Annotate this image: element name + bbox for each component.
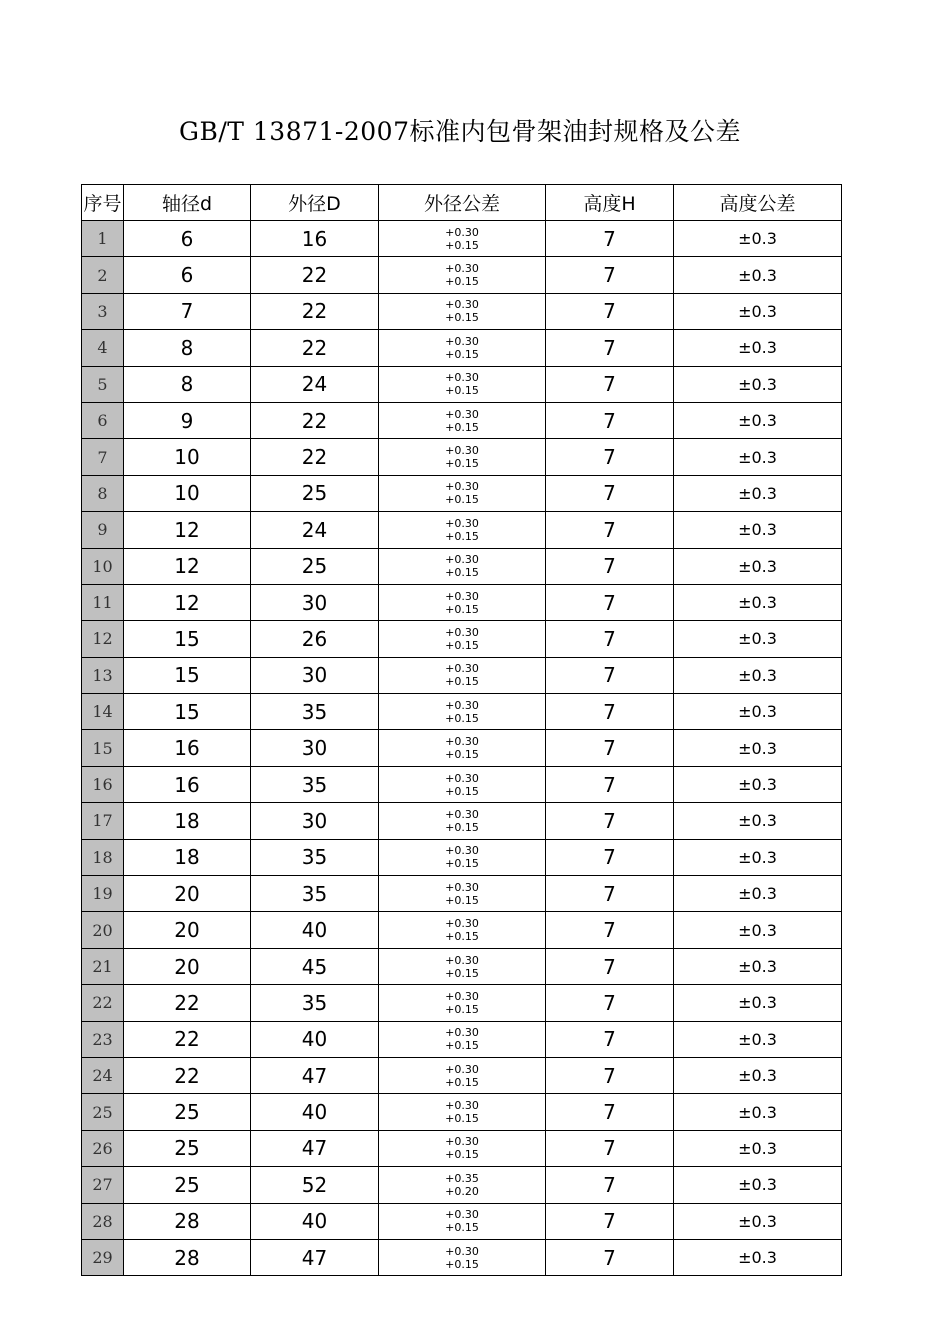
outer-diameter-cell: 40 [251,1021,379,1057]
shaft-diameter-cell: 10 [124,475,251,511]
shaft-diameter-cell: 20 [124,876,251,912]
row-number: 24 [82,1057,124,1093]
row-number: 10 [82,548,124,584]
tolerance-lower: +0.15 [445,930,479,944]
height-tolerance-cell: ±0.3 [674,402,842,438]
table-row [82,985,842,1021]
height-cell: 7 [546,1130,674,1166]
height-cell: 7 [546,512,674,548]
header-height-tolerance: 高度公差 [674,185,842,221]
tolerance-lower: +0.15 [445,529,479,543]
row-number: 20 [82,912,124,948]
row-number: 9 [82,512,124,548]
shaft-diameter-cell: 15 [124,657,251,693]
tolerance-upper: +0.30 [445,1099,479,1113]
tolerance-lower: +0.15 [445,457,479,471]
tolerance-lower: +0.15 [445,820,479,834]
tolerance-lower: +0.15 [445,493,479,507]
shaft-diameter-cell: 15 [124,694,251,730]
row-number: 26 [82,1130,124,1166]
outer-diameter-cell: 47 [251,1239,379,1275]
table-row [82,1057,842,1093]
height-tolerance-cell: ±0.3 [674,694,842,730]
table-row [82,439,842,475]
tolerance-lower: +0.15 [445,384,479,398]
outer-tolerance-cell [379,948,546,984]
shaft-diameter-cell: 10 [124,439,251,475]
table-row [82,548,842,584]
table-row [82,912,842,948]
shaft-diameter-cell: 22 [124,985,251,1021]
row-number: 19 [82,876,124,912]
outer-diameter-cell: 22 [251,402,379,438]
tolerance-lower: +0.15 [445,347,479,361]
outer-diameter-cell: 47 [251,1130,379,1166]
height-tolerance-cell: ±0.3 [674,1057,842,1093]
row-number: 12 [82,621,124,657]
shaft-diameter-cell: 18 [124,803,251,839]
table-row [82,876,842,912]
shaft-diameter-cell: 16 [124,730,251,766]
height-cell: 7 [546,366,674,402]
row-number: 7 [82,439,124,475]
shaft-diameter-cell: 15 [124,621,251,657]
shaft-diameter-cell: 22 [124,1057,251,1093]
height-cell: 7 [546,730,674,766]
outer-diameter-cell: 35 [251,839,379,875]
shaft-diameter-cell: 6 [124,221,251,257]
tolerance-upper: +0.30 [445,553,479,567]
height-tolerance-cell: ±0.3 [674,366,842,402]
shaft-diameter-cell: 20 [124,912,251,948]
header-outer-diameter: 外径D [251,185,379,221]
table-row [82,1167,842,1203]
height-tolerance-cell: ±0.3 [674,1167,842,1203]
height-tolerance-cell: ±0.3 [674,948,842,984]
tolerance-upper: +0.30 [445,1026,479,1040]
table-row [82,621,842,657]
row-number: 4 [82,330,124,366]
shaft-diameter-cell: 28 [124,1239,251,1275]
row-number: 17 [82,803,124,839]
outer-tolerance-cell [379,257,546,293]
row-number: 2 [82,257,124,293]
table-row [82,221,842,257]
height-cell: 7 [546,657,674,693]
row-number: 11 [82,584,124,620]
height-tolerance-cell: ±0.3 [674,1094,842,1130]
tolerance-lower: +0.15 [445,1257,479,1271]
shaft-diameter-cell: 6 [124,257,251,293]
table-row [82,766,842,802]
outer-diameter-cell: 22 [251,439,379,475]
outer-diameter-cell: 24 [251,512,379,548]
outer-diameter-cell: 35 [251,694,379,730]
spec-table [81,184,842,1276]
height-cell: 7 [546,584,674,620]
height-cell: 7 [546,803,674,839]
tolerance-lower: +0.15 [445,1075,479,1089]
height-tolerance-cell: ±0.3 [674,912,842,948]
height-cell: 7 [546,1021,674,1057]
tolerance-upper: +0.30 [445,625,479,639]
table-row [82,293,842,329]
outer-tolerance-cell [379,439,546,475]
row-number: 13 [82,657,124,693]
height-tolerance-cell: ±0.3 [674,439,842,475]
table-row [82,1203,842,1239]
outer-tolerance-cell [379,221,546,257]
table-row [82,730,842,766]
height-tolerance-cell: ±0.3 [674,803,842,839]
tolerance-upper: +0.30 [445,698,479,712]
tolerance-upper: +0.30 [445,1208,479,1222]
header-outer-tolerance: 外径公差 [379,185,546,221]
shaft-diameter-cell: 8 [124,330,251,366]
tolerance-lower: +0.15 [445,238,479,252]
row-number: 1 [82,221,124,257]
height-cell: 7 [546,876,674,912]
height-cell: 7 [546,257,674,293]
outer-diameter-cell: 26 [251,621,379,657]
tolerance-upper: +0.30 [445,371,479,385]
outer-tolerance-cell [379,584,546,620]
height-tolerance-cell: ±0.3 [674,475,842,511]
tolerance-upper: +0.30 [445,1135,479,1149]
row-number: 18 [82,839,124,875]
height-cell: 7 [546,621,674,657]
outer-diameter-cell: 30 [251,657,379,693]
outer-tolerance-cell [379,803,546,839]
tolerance-lower: +0.15 [445,275,479,289]
outer-tolerance-cell [379,1130,546,1166]
table-header-row [82,185,842,221]
row-number: 22 [82,985,124,1021]
tolerance-lower: +0.15 [445,1148,479,1162]
header-height: 高度H [546,185,674,221]
height-tolerance-cell: ±0.3 [674,584,842,620]
tolerance-upper: +0.30 [445,880,479,894]
outer-diameter-cell: 45 [251,948,379,984]
outer-tolerance-cell [379,1203,546,1239]
shaft-diameter-cell: 25 [124,1167,251,1203]
tolerance-upper: +0.30 [445,844,479,858]
height-cell: 7 [546,475,674,511]
outer-diameter-cell: 40 [251,912,379,948]
tolerance-upper: +0.30 [445,989,479,1003]
height-cell: 7 [546,1167,674,1203]
height-cell: 7 [546,402,674,438]
outer-tolerance-cell [379,293,546,329]
height-tolerance-cell: ±0.3 [674,621,842,657]
tolerance-upper: +0.30 [445,516,479,530]
shaft-diameter-cell: 12 [124,548,251,584]
outer-diameter-cell: 30 [251,584,379,620]
row-number: 14 [82,694,124,730]
height-cell: 7 [546,985,674,1021]
outer-tolerance-cell [379,657,546,693]
tolerance-lower: +0.15 [445,893,479,907]
outer-tolerance-cell [379,548,546,584]
header-no: 序号 [82,185,124,221]
height-tolerance-cell: ±0.3 [674,548,842,584]
table-row [82,1130,842,1166]
outer-diameter-cell: 22 [251,293,379,329]
outer-diameter-cell: 24 [251,366,379,402]
height-cell: 7 [546,548,674,584]
page-title: GB/T 13871-2007标准内包骨架油封规格及公差 [179,117,741,146]
outer-tolerance-cell [379,1094,546,1130]
outer-tolerance-cell [379,839,546,875]
table-row [82,803,842,839]
tolerance-upper: +0.30 [445,444,479,458]
row-number: 21 [82,948,124,984]
table-row [82,657,842,693]
height-cell: 7 [546,1239,674,1275]
outer-tolerance-cell [379,512,546,548]
tolerance-upper: +0.30 [445,298,479,312]
table-row [82,839,842,875]
height-cell: 7 [546,1094,674,1130]
row-number: 3 [82,293,124,329]
height-cell: 7 [546,221,674,257]
tolerance-upper: +0.30 [445,807,479,821]
tolerance-upper: +0.30 [445,480,479,494]
height-cell: 7 [546,293,674,329]
tolerance-upper: +0.30 [445,334,479,348]
tolerance-lower: +0.15 [445,638,479,652]
tolerance-lower: +0.15 [445,1002,479,1016]
shaft-diameter-cell: 20 [124,948,251,984]
height-tolerance-cell: ±0.3 [674,1021,842,1057]
tolerance-upper: +0.35 [445,1171,479,1185]
outer-diameter-cell: 40 [251,1094,379,1130]
outer-diameter-cell: 22 [251,257,379,293]
outer-tolerance-cell [379,621,546,657]
row-number: 5 [82,366,124,402]
height-cell: 7 [546,766,674,802]
table-row [82,257,842,293]
tolerance-lower: +0.15 [445,420,479,434]
height-tolerance-cell: ±0.3 [674,766,842,802]
table-row [82,366,842,402]
outer-tolerance-cell [379,330,546,366]
outer-diameter-cell: 30 [251,730,379,766]
outer-diameter-cell: 40 [251,1203,379,1239]
row-number: 23 [82,1021,124,1057]
height-tolerance-cell: ±0.3 [674,512,842,548]
tolerance-upper: +0.30 [445,662,479,676]
tolerance-upper: +0.30 [445,1244,479,1258]
outer-tolerance-cell [379,1167,546,1203]
shaft-diameter-cell: 22 [124,1021,251,1057]
height-cell: 7 [546,1203,674,1239]
outer-tolerance-cell [379,1021,546,1057]
outer-tolerance-cell [379,1239,546,1275]
height-cell: 7 [546,1057,674,1093]
tolerance-upper: +0.30 [445,407,479,421]
tolerance-lower: +0.15 [445,784,479,798]
tolerance-lower: +0.15 [445,566,479,580]
outer-diameter-cell: 35 [251,876,379,912]
shaft-diameter-cell: 18 [124,839,251,875]
shaft-diameter-cell: 9 [124,402,251,438]
tolerance-lower: +0.15 [445,1039,479,1053]
row-number: 15 [82,730,124,766]
outer-diameter-cell: 35 [251,766,379,802]
height-tolerance-cell: ±0.3 [674,330,842,366]
shaft-diameter-cell: 7 [124,293,251,329]
outer-diameter-cell: 22 [251,330,379,366]
outer-diameter-cell: 30 [251,803,379,839]
tolerance-upper: +0.30 [445,262,479,276]
table-row [82,694,842,730]
height-cell: 7 [546,839,674,875]
tolerance-lower: +0.15 [445,857,479,871]
tolerance-upper: +0.30 [445,589,479,603]
tolerance-lower: +0.15 [445,1221,479,1235]
shaft-diameter-cell: 12 [124,584,251,620]
outer-diameter-cell: 35 [251,985,379,1021]
row-number: 8 [82,475,124,511]
height-cell: 7 [546,330,674,366]
height-tolerance-cell: ±0.3 [674,985,842,1021]
shaft-diameter-cell: 25 [124,1130,251,1166]
height-tolerance-cell: ±0.3 [674,257,842,293]
table-row [82,475,842,511]
height-tolerance-cell: ±0.3 [674,1203,842,1239]
tolerance-upper: +0.30 [445,735,479,749]
height-tolerance-cell: ±0.3 [674,293,842,329]
table-row [82,512,842,548]
height-tolerance-cell: ±0.3 [674,839,842,875]
row-number: 6 [82,402,124,438]
table-row [82,948,842,984]
height-cell: 7 [546,439,674,475]
height-tolerance-cell: ±0.3 [674,1239,842,1275]
table-row [82,330,842,366]
shaft-diameter-cell: 8 [124,366,251,402]
outer-tolerance-cell [379,475,546,511]
row-number: 27 [82,1167,124,1203]
height-cell: 7 [546,694,674,730]
outer-tolerance-cell [379,912,546,948]
shaft-diameter-cell: 12 [124,512,251,548]
tolerance-upper: +0.30 [445,1062,479,1076]
tolerance-lower: +0.15 [445,711,479,725]
height-cell: 7 [546,912,674,948]
outer-diameter-cell: 25 [251,548,379,584]
table-row [82,584,842,620]
table-row [82,1021,842,1057]
outer-diameter-cell: 52 [251,1167,379,1203]
row-number: 16 [82,766,124,802]
outer-tolerance-cell [379,730,546,766]
height-cell: 7 [546,948,674,984]
height-tolerance-cell: ±0.3 [674,876,842,912]
shaft-diameter-cell: 28 [124,1203,251,1239]
outer-tolerance-cell [379,985,546,1021]
tolerance-lower: +0.15 [445,311,479,325]
tolerance-lower: +0.15 [445,1112,479,1126]
table-row [82,1239,842,1275]
height-tolerance-cell: ±0.3 [674,1130,842,1166]
outer-tolerance-cell [379,694,546,730]
row-number: 25 [82,1094,124,1130]
tolerance-upper: +0.30 [445,953,479,967]
tolerance-lower: +0.15 [445,748,479,762]
table-row [82,402,842,438]
tolerance-upper: +0.30 [445,917,479,931]
outer-diameter-cell: 25 [251,475,379,511]
outer-tolerance-cell [379,366,546,402]
outer-diameter-cell: 16 [251,221,379,257]
height-tolerance-cell: ±0.3 [674,730,842,766]
header-shaft-diameter: 轴径d [124,185,251,221]
row-number: 28 [82,1203,124,1239]
table-row [82,1094,842,1130]
tolerance-lower: +0.15 [445,602,479,616]
shaft-diameter-cell: 25 [124,1094,251,1130]
height-tolerance-cell: ±0.3 [674,657,842,693]
height-tolerance-cell: ±0.3 [674,221,842,257]
tolerance-lower: +0.15 [445,675,479,689]
outer-tolerance-cell [379,876,546,912]
outer-tolerance-cell [379,402,546,438]
tolerance-lower: +0.20 [445,1184,479,1198]
tolerance-lower: +0.15 [445,966,479,980]
tolerance-upper: +0.30 [445,225,479,239]
outer-diameter-cell: 47 [251,1057,379,1093]
tolerance-upper: +0.30 [445,771,479,785]
shaft-diameter-cell: 16 [124,766,251,802]
outer-tolerance-cell [379,766,546,802]
row-number: 29 [82,1239,124,1275]
outer-tolerance-cell [379,1057,546,1093]
